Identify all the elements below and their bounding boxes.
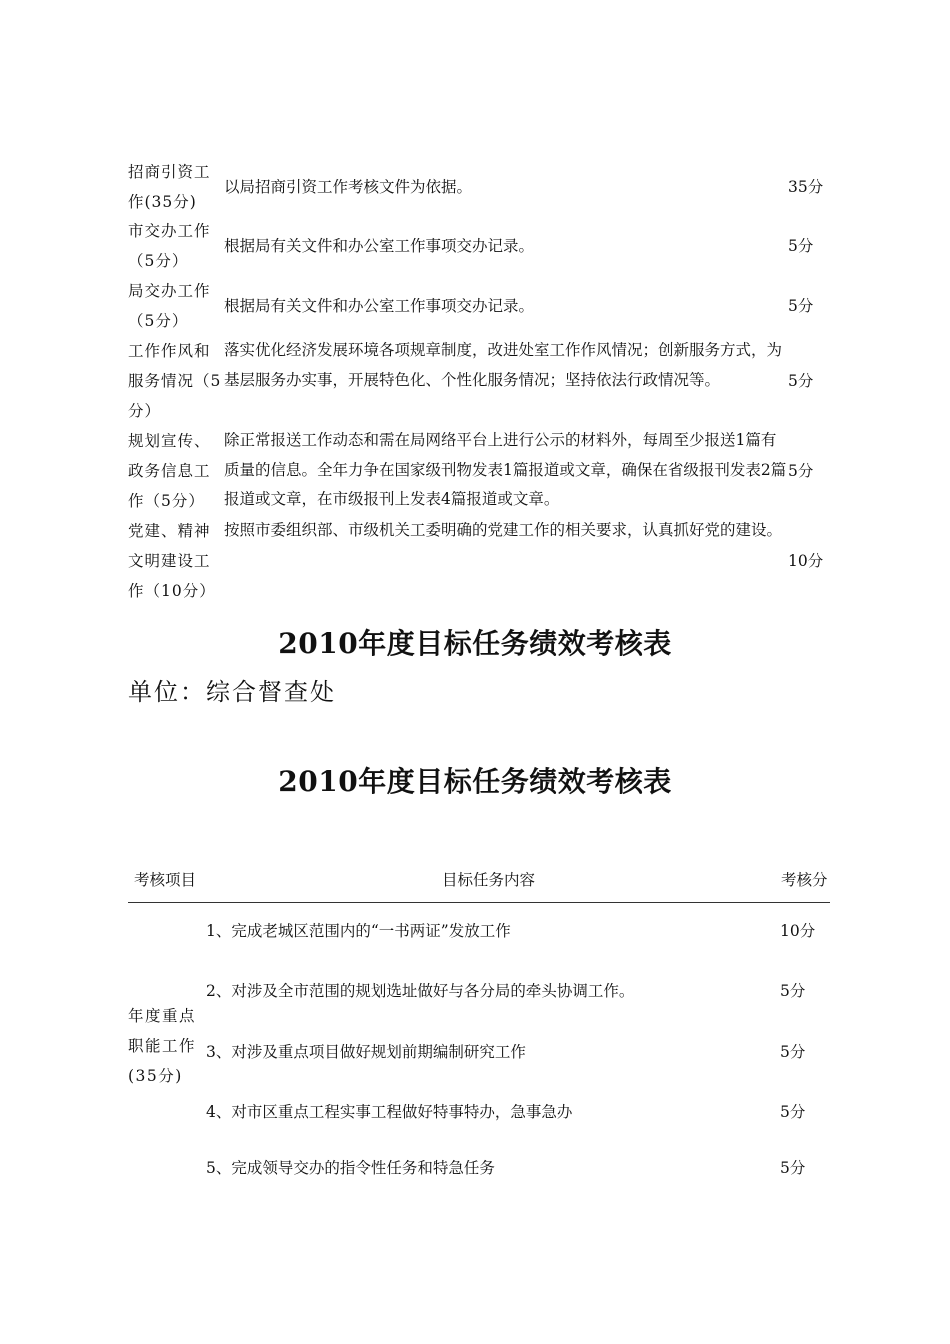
task-item: 5、完成领导交办的指令性任务和特急任务: [206, 1159, 495, 1177]
assessment-table: [128, 862, 830, 1203]
table-row: [128, 216, 830, 276]
task-item: 3、对涉及重点项目做好规划前期编制研究工作: [206, 1043, 526, 1061]
task-score: 10分: [780, 922, 816, 940]
table-row: [128, 336, 830, 426]
assessment-content: 除正常报送工作动态和需在局网络平台上进行公示的材料外，每周至少报送1篇有质量的信息。全年力争在国家级刊物发表1篇报道或文章，确保在省级报刊发表2篇报道或文章，在市级报刊上发表4篇报道或文章。: [224, 431, 787, 508]
assessment-content: 落实优化经济发展环境各项规章制度，改进处室工作作风情况；创新服务方式，为基层服务办实事，开展特色化、个性化服务情况；坚持依法行政情况等。: [224, 341, 783, 389]
assessment-score: 10分: [788, 552, 824, 570]
document-title: 2010年度目标任务绩效考核表: [278, 627, 672, 660]
assessment-content: 以局招商引资工作考核文件为依据。: [224, 178, 473, 196]
assessment-content: 根据局有关文件和办公室工作事项交办记录。: [224, 297, 535, 315]
assessment-score: 5分: [788, 462, 814, 480]
task-score: 5分: [780, 982, 806, 1000]
document-title: 2010年度目标任务绩效考核表: [278, 765, 672, 798]
assessment-item: 市交办工作（5分）: [128, 222, 211, 270]
table-header: [128, 862, 830, 903]
assessment-content: 按照市委组织部、市级机关工委明确的党建工作的相关要求，认真抓好党的建设。: [224, 521, 783, 539]
header-content: 目标任务内容: [442, 871, 536, 889]
table-row: [128, 516, 830, 606]
assessment-score: 5分: [788, 237, 814, 255]
task-item: 4、对市区重点工程实事工程做好特事特办，急事急办: [206, 1103, 573, 1121]
task-score: 5分: [780, 1103, 806, 1121]
assessment-group: 年度重点职能工作(35分): [128, 1007, 197, 1085]
table-row: [128, 276, 830, 336]
task-score: 5分: [780, 1159, 806, 1177]
assessment-score: 35分: [788, 178, 824, 196]
table-row: [128, 158, 830, 216]
assessment-item: 局交办工作（5分）: [128, 282, 211, 330]
assessment-score: 5分: [788, 372, 814, 390]
assessment-item: 工作作风和服务情况（5分）: [128, 342, 222, 420]
assessment-score: 5分: [788, 297, 814, 315]
assessment-item: 党建、精神文明建设工作（10分）: [128, 522, 216, 600]
assessment-item: 招商引资工作(35分): [128, 163, 211, 211]
header-item: 考核项目: [134, 871, 197, 889]
header-score: 考核分: [781, 871, 828, 889]
table-body: [128, 903, 830, 1203]
task-item: 2、对涉及全市范围的规划选址做好与各分局的牵头协调工作。: [206, 982, 635, 1000]
task-item: 1、完成老城区范围内的“一书两证”发放工作: [206, 922, 511, 940]
assessment-content: 根据局有关文件和办公室工作事项交办记录。: [224, 237, 535, 255]
continued-assessment-table: [128, 158, 830, 606]
assessment-item: 规划宣传、政务信息工作（5分）: [128, 432, 211, 510]
task-score: 5分: [780, 1043, 806, 1061]
unit-label: 单位：综合督查处: [128, 678, 336, 706]
table-row: [128, 426, 830, 516]
